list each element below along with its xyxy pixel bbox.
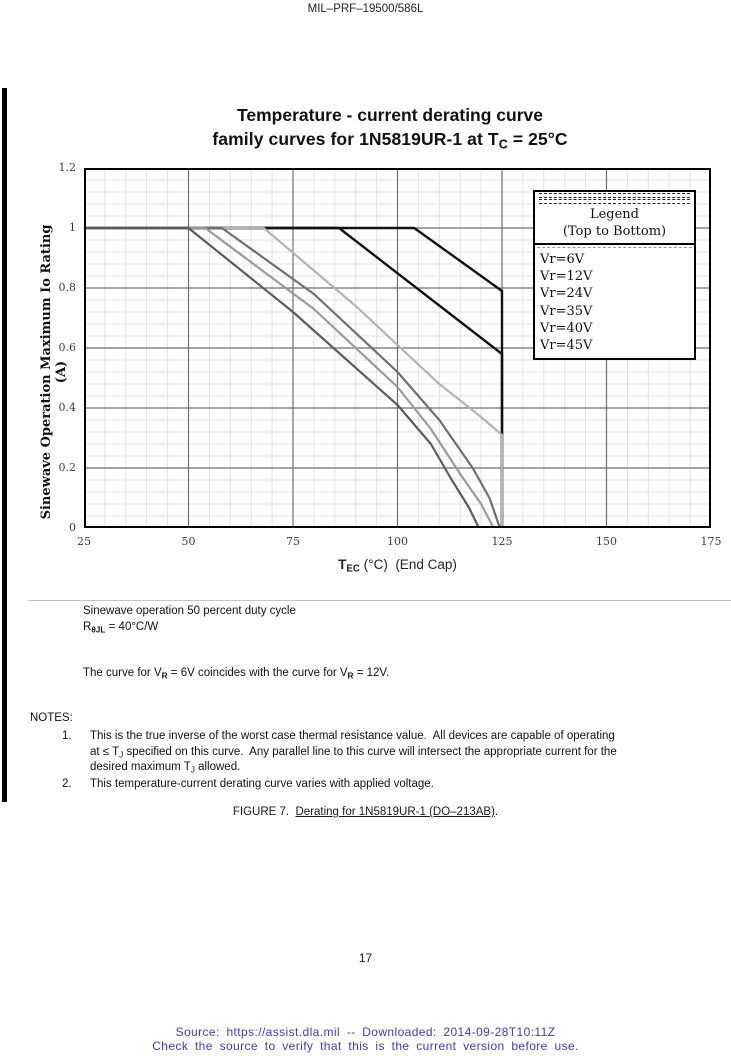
legend-item: Vr=40V <box>540 320 593 336</box>
x-tick-label: 125 <box>491 535 513 548</box>
x-axis-title: $T_{EC}$ (°C) (End Cap) <box>338 557 457 575</box>
change-bar <box>2 88 7 802</box>
chart-legend <box>533 190 696 360</box>
figure-title-line1: Temperature - current derating curve <box>236 105 543 125</box>
y-tick-label: 0 <box>69 521 76 534</box>
x-axis-ticks <box>77 535 722 551</box>
note-2-number: 2. <box>62 778 72 790</box>
y-axis-title: Sinewave Operation Maximum Io Rating (A) <box>39 224 69 520</box>
note-line: at ≤ $T_J$ specified on this curve. Any parallel line to this curve will intersect the appropriate current for the <box>90 745 617 759</box>
y-tick-label: 1.2 <box>58 161 76 174</box>
legend-item: Vr=6V <box>540 252 585 267</box>
x-tick-label: 175 <box>700 535 722 548</box>
y-axis-ticks <box>38 161 76 534</box>
y-tick-label: 0.4 <box>58 401 76 414</box>
annotation-sinewave: Sinewave operation 50 percent duty cycle <box>83 605 296 617</box>
annotation-coincide: The curve for $V_R = 6V$ coincides with the curve for $V_R = 12V$. <box>83 667 390 681</box>
x-tick-label: 150 <box>596 535 617 548</box>
figure-title-line2: family curves for 1N5819UR-1 at $T_C = 25^\circ C$ <box>212 129 568 152</box>
section-divider <box>28 600 731 601</box>
document-header: MIL–PRF–19500/586L <box>307 3 424 15</box>
x-tick-label: 25 <box>77 535 91 548</box>
legend-title: Legend <box>589 207 640 222</box>
y-tick-label: 0.6 <box>58 341 76 354</box>
footer-source-line: Source: https://assist.dla.mil -- Downloaded: 2014-09-28T10:11Z <box>175 1025 556 1039</box>
legend-header <box>535 204 694 245</box>
note-2-text <box>90 777 715 793</box>
legend-item: Vr=12V <box>540 269 593 285</box>
legend-subtitle: (Top to Bottom) <box>562 224 667 239</box>
note-line: This temperature-current derating curve varies with applied voltage. <box>90 778 434 790</box>
legend-item: Vr=45V <box>540 338 593 354</box>
notes-label: NOTES: <box>30 712 73 724</box>
legend-dashed-rule-top1 <box>539 193 690 198</box>
x-tick-label: 100 <box>387 535 408 548</box>
y-tick-label: 0.8 <box>58 281 76 294</box>
x-tick-label: 50 <box>181 535 196 548</box>
legend-dashed-rule-mid <box>537 247 692 250</box>
x-tick-label: 75 <box>286 535 300 548</box>
y-tick-label: 1 <box>69 221 76 234</box>
legend-item: Vr=24V <box>540 286 593 302</box>
y-tick-label: 0.2 <box>58 461 76 474</box>
note-line: This is the true inverse of the worst case thermal resistance value. All devices are capable of operating <box>90 730 615 742</box>
curve-Vr=45V <box>84 228 479 528</box>
note-1-number: 1. <box>62 730 72 742</box>
legend-item: Vr=35V <box>540 303 593 319</box>
note-line: desired maximum $T_J$ allowed. <box>90 761 241 775</box>
figure-title <box>0 103 731 151</box>
figure-caption: FIGURE 7. Derating for 1N5819UR-1 (DO–213AB). <box>232 806 499 818</box>
download-footer <box>0 1026 731 1053</box>
note-1-text <box>90 729 715 776</box>
legend-items <box>535 251 694 354</box>
page-number: 17 <box>358 951 373 965</box>
footer-verify-line: Check the source to verify that this is the current version before use. <box>152 1038 579 1053</box>
annotation-rtheta: $R_{\theta JL} = 40^\circ C/W$ <box>83 621 159 635</box>
